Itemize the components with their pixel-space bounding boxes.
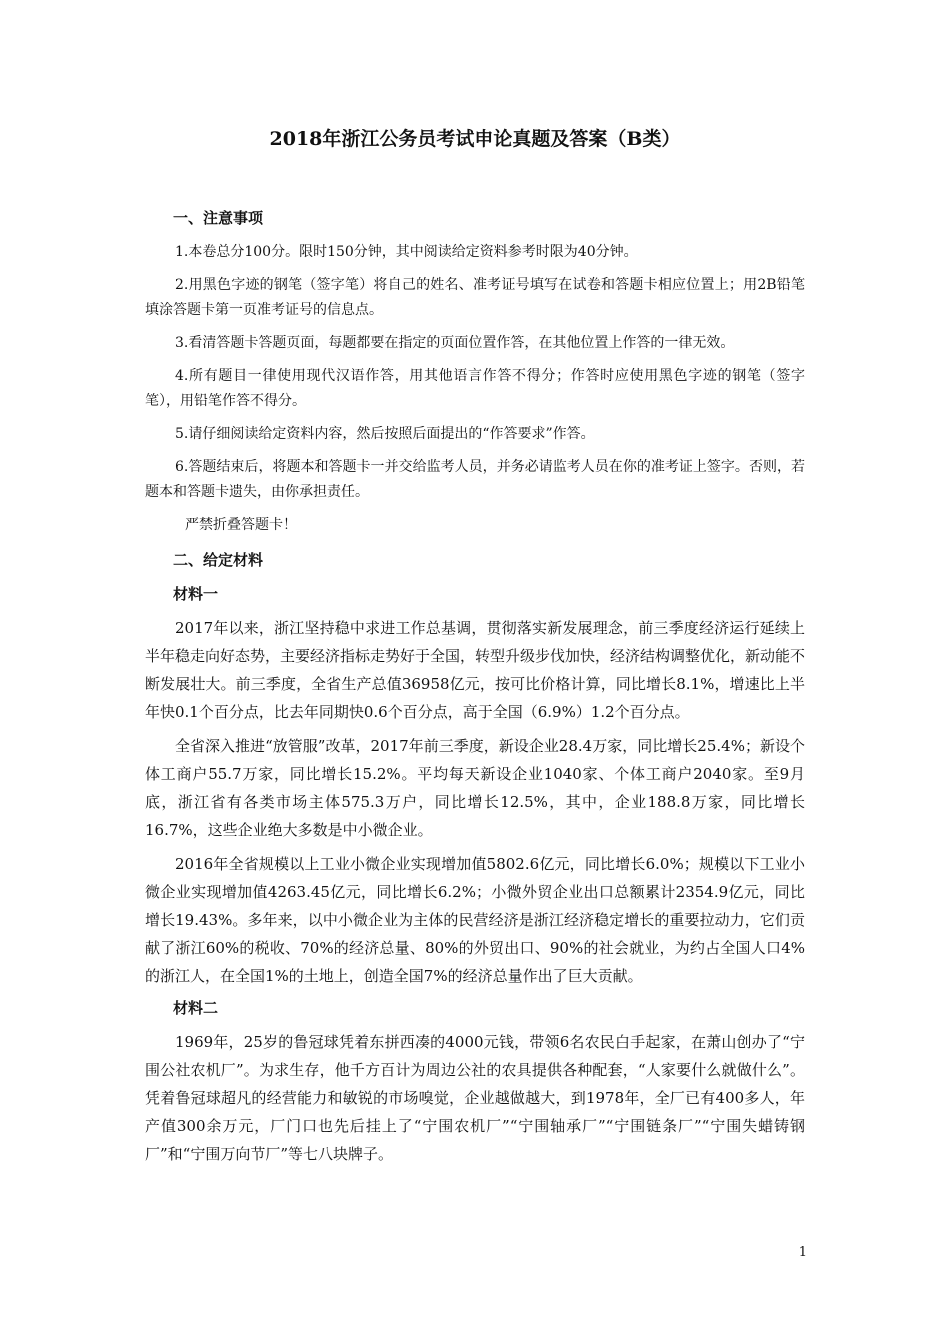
section-heading-notes: 一、注意事项 [173, 209, 264, 227]
document-content [145, 120, 805, 1174]
material1-paragraph: 全省深入推进“放管服”改革，2017年前三季度，新设企业28.4万家，同比增长25.4%；新设个体工商户55.7万家，同比增长15.2%。平均每天新设企业1040家、个体工商户2040家。至9月底，浙江省有各类市场主体575.3万户，同比增长12.5%，其中，企业188.8万家，同比增长16.7%，这些企业绝大多数是中小微企业。 [145, 737, 805, 839]
material2-paragraph: 1969年，25岁的鲁冠球凭着东拼西凑的4000元钱，带领6名农民白手起家，在萧山创办了“宁围公社农机厂”。为求生存，他千方百计为周边公社的农具提供各种配套，“人家要什么就做什么”。凭着鲁冠球超凡的经营能力和敏锐的市场嗅觉，企业越做越大，到1978年，全厂已有400多人，年产值300余万元，厂门口也先后挂上了“宁围农机厂”“宁围轴承厂”“宁围链条厂”“宁围失蜡铸钢厂”和“宁围万向节厂”等七八块牌子。 [145, 1033, 805, 1163]
material2-heading: 材料二 [173, 999, 219, 1017]
note-item: 1.本卷总分100分。限时150分钟，其中阅读给定资料参考时限为40分钟。 [175, 244, 638, 260]
document-title: 2018年浙江公务员考试申论真题及答案（B类） [269, 128, 681, 150]
material1-paragraph: 2017年以来，浙江坚持稳中求进工作总基调，贯彻落实新发展理念，前三季度经济运行延续上半年稳走向好态势，主要经济指标走势好于全国，转型升级步伐加快，经济结构调整优化，新动能不断发展壮大。前三季度，全省生产总值36958亿元，按可比价格计算，同比增长8.1%，增速比上半年快0.1个百分点，比去年同期快0.6个百分点，高于全国（6.9%）1.2个百分点。 [145, 619, 806, 721]
material1-heading: 材料一 [173, 585, 219, 603]
note-item: 4.所有题目一律使用现代汉语作答，用其他语言作答不得分；作答时应使用黑色字迹的钢笔（签字笔），用铅笔作答不得分。 [145, 368, 805, 409]
page-number: 1 [798, 1245, 807, 1260]
note-item: 2.用黑色字迹的钢笔（签字笔）将自己的姓名、准考证号填写在试卷和答题卡相应位置上；用2B铅笔填涂答题卡第一页准考证号的信息点。 [145, 277, 805, 318]
warning-text: 严禁折叠答题卡！ [185, 517, 297, 533]
note-item: 6.答题结束后，将题本和答题卡一并交给监考人员，并务必请监考人员在你的准考证上签字。否则，若题本和答题卡遗失，由你承担责任。 [145, 459, 805, 500]
section-heading-materials: 二、给定材料 [173, 551, 264, 569]
note-item: 3.看清答题卡答题页面，每题都要在指定的页面位置作答，在其他位置上作答的一律无效。 [175, 335, 735, 351]
note-item: 5.请仔细阅读给定资料内容，然后按照后面提出的“作答要求”作答。 [175, 426, 595, 442]
material1-paragraph: 2016年全省规模以上工业小微企业实现增加值5802.6亿元，同比增长6.0%；规模以下工业小微企业实现增加值4263.45亿元，同比增长6.2%；小微外贸企业出口总额累计2354.9亿元，同比增长19.43%。多年来，以中小微企业为主体的民营经济是浙江经济稳定增长的重要拉动力，它们贡献了浙江60%的税收、70%的经济总量、80%的外贸出口、90%的社会就业，为约占全国人口4%的浙江人，在全国1%的土地上，创造全国7%的经济总量作出了巨大贡献。 [145, 855, 805, 985]
